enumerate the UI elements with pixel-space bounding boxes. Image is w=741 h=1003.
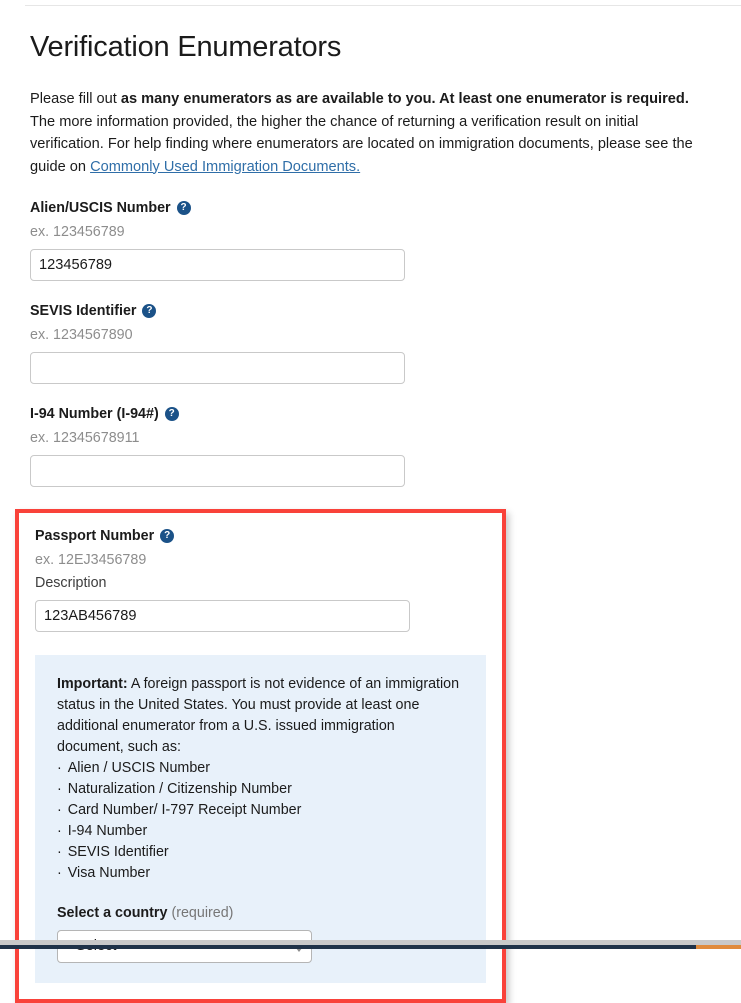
bottom-toolbar-sliver[interactable] [0,945,741,949]
country-label-text: Select a country [57,905,167,921]
commonly-used-immigration-documents-link[interactable]: Commonly Used Immigration Documents. [90,159,360,175]
intro-bold: as many enumerators as are available to you. At least one enumerator is required. [121,91,689,107]
field-example-alien-uscis-number: ex. 123456789 [30,223,711,241]
help-icon[interactable]: ? [165,407,179,421]
field-example-passport-number: ex. 12EJ3456789 [35,551,486,569]
list-item: · Alien / USCIS Number [57,758,464,779]
page-title: Verification Enumerators [30,31,711,64]
important-info-callout [35,655,486,983]
required-documents-list [57,758,464,884]
list-item: · Card Number/ I-797 Receipt Number [57,800,464,821]
list-item: · Naturalization / Citizenship Number [57,779,464,800]
country-select-value: - Select - [67,938,125,954]
passport-section-highlight [15,509,506,1003]
important-info-text [57,674,464,758]
intro-paragraph [30,88,711,178]
intro-lead: Please fill out [30,91,121,107]
field-label-text: Passport Number [35,527,154,545]
intro-tail: The more information provided, the higher the chance of returning a verification result on initial verification. For help finding where enumerators are located on immigration documents, please see the guide on [30,114,693,175]
field-passport-number [35,527,486,632]
country-required-note: (required) [171,905,233,921]
important-label: Important: [57,676,128,692]
important-body: A foreign passport is not evidence of an immigration status in the United States. You must provide at least one additional enumerator from a U.S. issued immigration document, such as: [57,676,459,755]
passport-number-input[interactable] [35,600,410,632]
country-selection-block [57,904,464,963]
country-select-label [57,904,464,922]
list-item: · SEVIS Identifier [57,842,464,863]
passport-description-label: Description [35,574,486,592]
sevis-identifier-input[interactable] [30,352,405,384]
field-label-alien-uscis-number [30,199,711,217]
help-icon[interactable]: ? [142,304,156,318]
field-alien-uscis-number [30,199,711,281]
field-label-text: SEVIS Identifier [30,302,136,320]
list-item: · I-94 Number [57,821,464,842]
field-example-i94-number: ex. 12345678911 [30,429,711,447]
field-label-text: I-94 Number (I-94#) [30,405,159,423]
help-icon[interactable]: ? [177,201,191,215]
field-example-sevis-identifier: ex. 1234567890 [30,326,711,344]
field-label-passport-number [35,527,486,545]
help-icon[interactable]: ? [160,529,174,543]
alien-uscis-number-input[interactable] [30,249,405,281]
list-item: · Visa Number [57,863,464,884]
field-label-sevis-identifier [30,302,711,320]
field-i94-number [30,405,711,487]
field-label-i94-number [30,405,711,423]
field-sevis-identifier [30,302,711,384]
field-label-text: Alien/USCIS Number [30,199,171,217]
i94-number-input[interactable] [30,455,405,487]
